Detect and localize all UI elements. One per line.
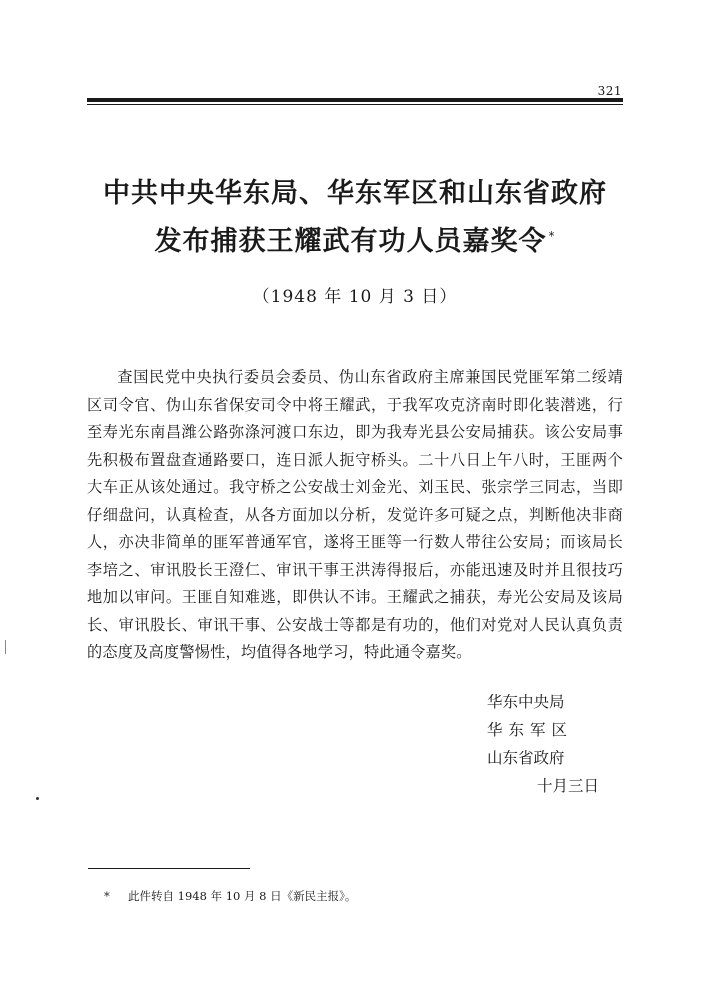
footnote-mark: *	[104, 889, 110, 903]
title-line-1: 中共中央华东局、华东军区和山东省政府	[103, 178, 607, 209]
signature-date: 十月三日	[537, 777, 600, 795]
page-number: 321	[597, 84, 622, 98]
signature-org-3: 山东省政府	[487, 749, 565, 767]
signature-block	[487, 688, 647, 800]
title-line-2	[60, 218, 650, 266]
footnote	[104, 888, 604, 904]
header-rule-thick	[87, 98, 623, 102]
footnote-rule	[88, 868, 250, 869]
title-footnote-mark: *	[548, 229, 556, 243]
header-rule-thin	[87, 104, 623, 105]
scan-speck	[36, 797, 39, 800]
document-date: （1948 年 10 月 3 日）	[252, 287, 458, 307]
scan-mark	[5, 640, 6, 654]
body-paragraph: 查国民党中央执行委员会委员、伪山东省政府主席兼国民党匪军第二绥靖区司令官、伪山东省保安司令中将王耀武，于我军攻克济南时即化装潜逃，行至寿光东南昌潍公路弥涤河渡口东边，即为我寿光县公安局捕获。该公安局事先积极布置盘查通路要口，连日派人扼守桥头。二十八日上午八时，王匪两个大车正从该处通过。我守桥之公安战士刘金光、刘玉民、张宗学三同志，当即仔细盘问，认真检查，从各方面加以分析，发觉许多可疑之点，判断他决非商人，亦决非简单的匪军普通军官，遂将王匪等一行数人带往公安局；而该局长李培之、审讯股长王澄仁、审讯干事王洪涛得报后，亦能迅速及时并且很技巧地加以审问。王匪自知难逃，即供认不讳。王耀武之捕获，寿光公安局及该局长、审讯股长、审讯干事、公安战士等都是有功的，他们对党对人民认真负责的态度及高度警惕性，均值得各地学习，特此通令嘉奖。	[87, 368, 623, 661]
signature-org-1: 华东中央局	[487, 693, 565, 711]
footnote-text: 此件转自 1948 年 10 月 8 日《新民主报》。	[128, 889, 357, 903]
signature-org-2: 华东军区	[487, 721, 574, 739]
document-title	[60, 170, 650, 266]
title-line-2-text: 发布捕获王耀武有功人员嘉奖令	[154, 226, 547, 257]
